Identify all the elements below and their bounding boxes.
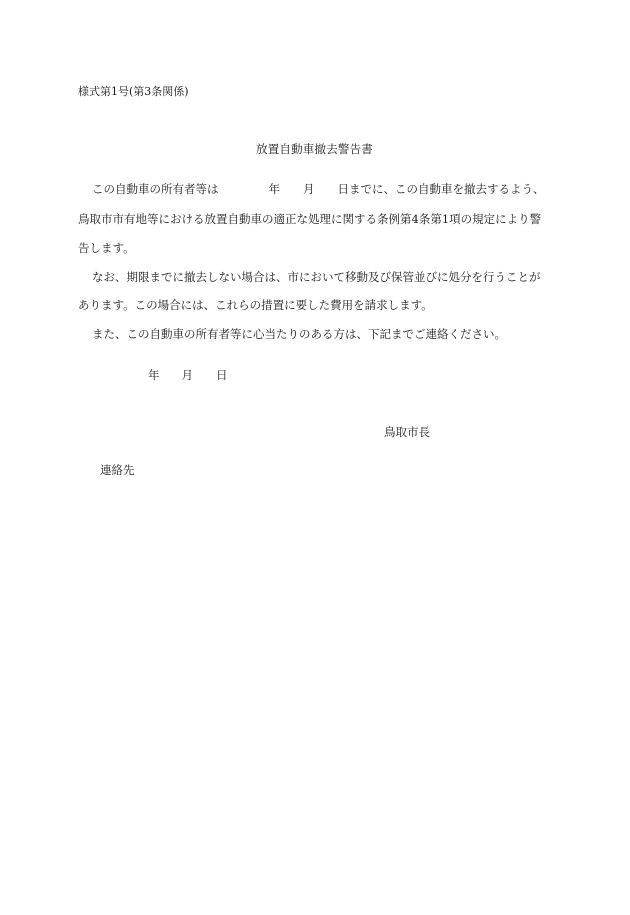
- contact-label: 連絡先: [100, 463, 135, 477]
- issue-month-label: 月: [181, 368, 193, 382]
- paragraph2-line2: あります。この場合には、これらの措置に要した費用を請求します。: [78, 298, 433, 312]
- paragraph1-line2: 鳥取市市有地等における放置自動車の適正な処理に関する条例第4条第1項の規定により警: [78, 212, 542, 226]
- form-number: 様式第1号(第3条関係): [78, 85, 189, 98]
- document-title: 放置自動車撤去警告書: [256, 142, 373, 156]
- deadline-year-label: 年: [268, 182, 280, 196]
- issue-day-label: 日: [216, 368, 228, 382]
- deadline-month-label: 月: [303, 182, 315, 196]
- paragraph1-line3: 告します。: [78, 241, 135, 255]
- issuer-name: 鳥取市長: [384, 425, 430, 439]
- paragraph3-line1: また、この自動車の所有者等に心当たりのある方は、下記までご連絡ください。: [92, 327, 506, 341]
- issue-year-label: 年: [148, 368, 160, 382]
- paragraph1-text-end: 日までに、この自動車を撤去するよう、: [337, 182, 545, 196]
- paragraph1-line1: [92, 182, 545, 196]
- paragraph2-line1: なお、期限までに撤去しない場合は、市において移動及び保管並びに処分を行うことが: [92, 270, 541, 284]
- paragraph1-text-start: この自動車の所有者等は: [92, 182, 219, 196]
- issue-date: [148, 368, 228, 382]
